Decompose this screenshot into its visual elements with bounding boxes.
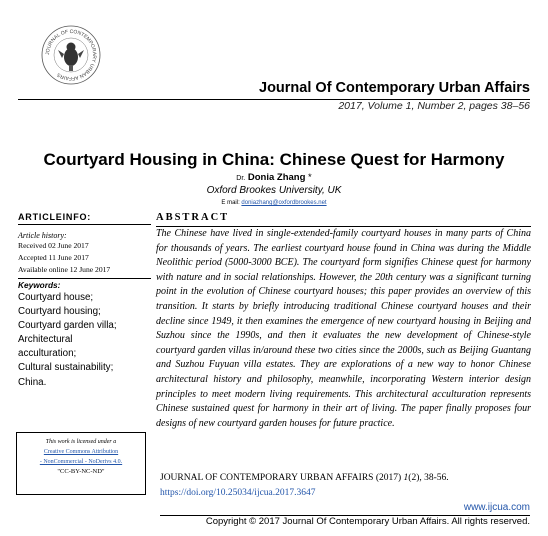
svg-text:JOURNAL OF CONTEMPORARY URBAN: JOURNAL OF CONTEMPORARY URBAN AFFAIRS [44, 28, 98, 82]
keyword-item: acculturation; [18, 348, 77, 360]
license-link-line1[interactable]: Creative Commons Attribution [43, 449, 119, 455]
journal-title: Journal Of Contemporary Urban Affairs [259, 80, 530, 96]
history-divider [18, 278, 151, 279]
author-name: Donia Zhang [247, 172, 306, 183]
keywords-list [18, 291, 151, 390]
article-history-heading: Article history: [18, 231, 67, 240]
doi-link[interactable]: https://doi.org/10.25034/ijcua.2017.3647 [160, 488, 316, 498]
abstract-heading: ABSTRACT [156, 212, 230, 223]
license-box [16, 432, 146, 495]
article-info-panel [18, 212, 151, 390]
history-received: Received 02 June 2017 [18, 241, 89, 250]
license-code: "CC-BY-NC-ND" [57, 468, 105, 475]
copyright-notice: Copyright © 2017 Journal Of Contemporary Urban Affairs. All rights reserved. [205, 516, 530, 527]
journal-seal-logo [40, 24, 102, 86]
author-line [0, 172, 548, 183]
keyword-item: China. [18, 376, 47, 388]
author-email-line [0, 200, 548, 206]
keyword-item: Courtyard garden villa; [18, 320, 117, 332]
keyword-item: Courtyard house; [18, 292, 94, 303]
keyword-item: Courtyard housing; [18, 306, 101, 318]
author-mark: * [305, 172, 312, 183]
citation-line [160, 473, 449, 483]
keyword-item: Architectural [18, 334, 73, 346]
keyword-item: Cultural sustainability; [18, 362, 114, 374]
author-affiliation: Oxford Brookes University, UK [206, 185, 342, 196]
website-link[interactable]: www.ijcua.com [463, 502, 530, 513]
article-info-heading: ARTICLEINFO: [18, 212, 151, 225]
citation-pages: (2), 38-56. [408, 473, 449, 483]
license-link-line2[interactable]: - NonCommercial - NoDerivs 4.0. [39, 459, 123, 465]
keywords-heading: Keywords: [18, 280, 61, 290]
author-email-link[interactable]: doniazhang@oxfordbrookes.net [241, 200, 327, 206]
author-prefix: Dr. [236, 175, 246, 182]
abstract-text: The Chinese have lived in single-extended-family courtyard houses in many parts of China for thousands of years. The earliest courtyard house found in China was during the Middle Neolithic period (5000-3000 BCE). The courtyard form signifies Chinese quest for harmony with nature and in social relationships. However, the 20th century was a significant turning point in the evolution of Chinese courtyard houses; this paper provides an overview of this transition. It starts by briefly introducing traditional Chinese courtyard houses and their decline since 1949, it then examines the emergence of new courtyard housing in Beijing and Suzhou since the 1990s, and then it evaluates the new development of Chinese-style courtyard garden villas in/around these two cities since the 2000s, such as Beijing Guantang and Suzhou Fuyuan villa estates. They are explorations of a new way to honor Chinese architectural history and philosophy, meanwhile, incorporating Western interior design principles to meet modern living requirements. This architectural acculturation represents Chinese sustained quest for harmony in their art of living. The paper finally proposes four designs of new courtyard garden houses for future practice. [156, 228, 531, 429]
issue-line: 2017, Volume 1, Number 2, pages 38–56 [338, 100, 530, 112]
history-accepted: Accepted 11 June 2017 [18, 253, 89, 262]
paper-title: Courtyard Housing in China: Chinese Quest for Harmony [43, 150, 505, 169]
citation-volume: 1 [403, 473, 409, 483]
history-available: Available online 12 June 2017 [18, 265, 111, 274]
email-label: E mail: [221, 200, 242, 206]
citation-journal: JOURNAL OF CONTEMPORARY URBAN AFFAIRS (2017) [160, 473, 404, 483]
license-intro: This work is licensed under a [45, 439, 117, 445]
